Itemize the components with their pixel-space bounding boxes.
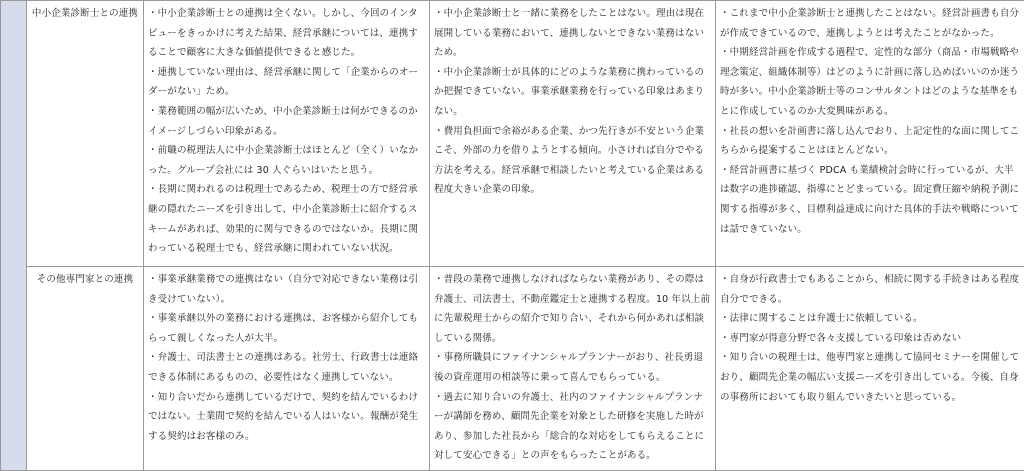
- table-row-other-experts: [1, 267, 1024, 471]
- bullet-text: ・自身が行政書士でもあることから、相続に関する手続きはある程度自分でできる。: [720, 270, 1020, 309]
- bullet-text: ・業務範囲の幅が広いため、中小企業診断士は何ができるのかイメージしづらい印象がある。: [148, 102, 425, 141]
- bullet-text: ・前職の税理法人に中小企業診断士はほとんど（全く）いなかった。グループ会社には 30 人ぐらいはいたと思う。: [148, 141, 425, 180]
- bullet-text: ・普段の業務で連携しなければならない業務があり、その際は弁護士、司法書士、不動産鑑定士と連携する程度。10 年以上前に先輩税理士からの紹介で知り合い、それから何かあれば相談している関係。: [434, 270, 711, 348]
- left-rail: [1, 1, 27, 471]
- bullet-text: ・事業承継以外の業務における連携は、お客様から紹介してもらって親しくなった人が大半。: [148, 309, 425, 348]
- table-row-consultant: [1, 1, 1024, 267]
- answer-cell: [144, 267, 430, 471]
- answer-cell: [716, 267, 1024, 471]
- bullet-text: ・事業承継業務での連携はない（自分で対応できない業務は引き受けていない）。: [148, 270, 425, 309]
- category-cell: その他専門家との連携: [27, 267, 144, 471]
- category-cell: 中小企業診断士との連携: [27, 1, 144, 267]
- answer-cell: [430, 1, 716, 267]
- bullet-text: ・社長の想いを計画書に落し込んでおり、上記定性的な面に関してこちらから提案することはほとんどない。: [720, 122, 1020, 161]
- answer-cell: [144, 1, 430, 267]
- bullet-text: ・中小企業診断士が具体的にどのような業務に携わっているのか把握できていない。事業承継業務を行っている印象はあまりない。: [434, 63, 711, 122]
- bullet-text: ・経営計画書に基づく PDCA も業績検討会時に行っているが、大半は数字の進捗確認、指導にとどまっている。固定費圧縮や納税予測に関する指導が多く、目標利益達成に向けた具体的手法や戦略については話できていない。: [720, 161, 1020, 239]
- bullet-text: ・事務所職員にファイナンシャルプランナーがおり、社長勇退後の資産運用の相談等に乗って喜んでもらっている。: [434, 348, 711, 387]
- bullet-text: ・弁護士、司法書士との連携はある。社労士、行政書士は連絡できる体制にあるものの、必要性はなく連携していない。: [148, 348, 425, 387]
- bullet-text: ・中期経営計画を作成する過程で、定性的な部分（商品・市場戦略や理念策定、組織体制等）はどのように計画に落し込めばいいのか迷う時が多い。中小企業診断士等のコンサルタントはどのような基準をもとに作成しているのか大変興味がある。: [720, 43, 1020, 121]
- bullet-text: ・連携していない理由は、経営承継に関して「企業からのオーダーがない」ため。: [148, 63, 425, 102]
- bullet-text: ・法律に関することは弁護士に依頼している。: [720, 309, 1020, 329]
- bullet-text: ・専門家が得意分野で各々支援している印象は否めない: [720, 329, 1020, 349]
- answer-cell: [716, 1, 1024, 267]
- bullet-text: ・中小企業診断士との連携は全くない。しかし、今回のインタビューをきっかけに考えた結果、経営承継については、連携することで顧客に大きな価値提供できると感じた。: [148, 4, 425, 63]
- bullet-text: ・これまで中小企業診断士と連携したことはない。経営計画書も自分が作成できているので、連携しようとは考えたことがなかった。: [720, 4, 1020, 43]
- bullet-text: ・過去に知り合いの弁護士、社内のファイナンシャルプランナーが講師を務め、顧問先企業を対象とした研修を実施した時があり、参加した社長から「総合的な対応をしてもらえることに対して安心できる」との声をもらったことがある。: [434, 388, 711, 466]
- bullet-text: ・知り合いの税理士は、他専門家と連携して協同セミナーを開催しており、顧問先企業の幅広い支援ニーズを引き出している。今後、自身の事務所においても取り組んでいきたいと思っている。: [720, 348, 1020, 407]
- bullet-text: ・知り合いだから連携しているだけで、契約を結んでいるわけではない。士業間で契約を結んでいる人はいない。報酬が発生する契約はお客様のみ。: [148, 388, 425, 447]
- bullet-text: ・費用負担面で余裕がある企業、かつ先行きが不安という企業こそ、外部の力を借りようとする傾向。小さければ自分でやる方法を考える。経営承継で相談したいと考えている企業はある程度大きい企業の印象。: [434, 122, 711, 200]
- answer-cell: [430, 267, 716, 471]
- bullet-text: ・長期に関われるのは税理士であるため、税理士の方で経営承継の隠れたニーズを引き出して、中小企業診断士に紹介するスキームがあれば、効果的に関与できるのではないか。長期に関わっている税理士でも、経営承継に関われていない状況。: [148, 180, 425, 258]
- bullet-text: ・中小企業診断士と一緒に業務をしたことはない。理由は現在展開している業務において、連携しないとできない業務はないため。: [434, 4, 711, 63]
